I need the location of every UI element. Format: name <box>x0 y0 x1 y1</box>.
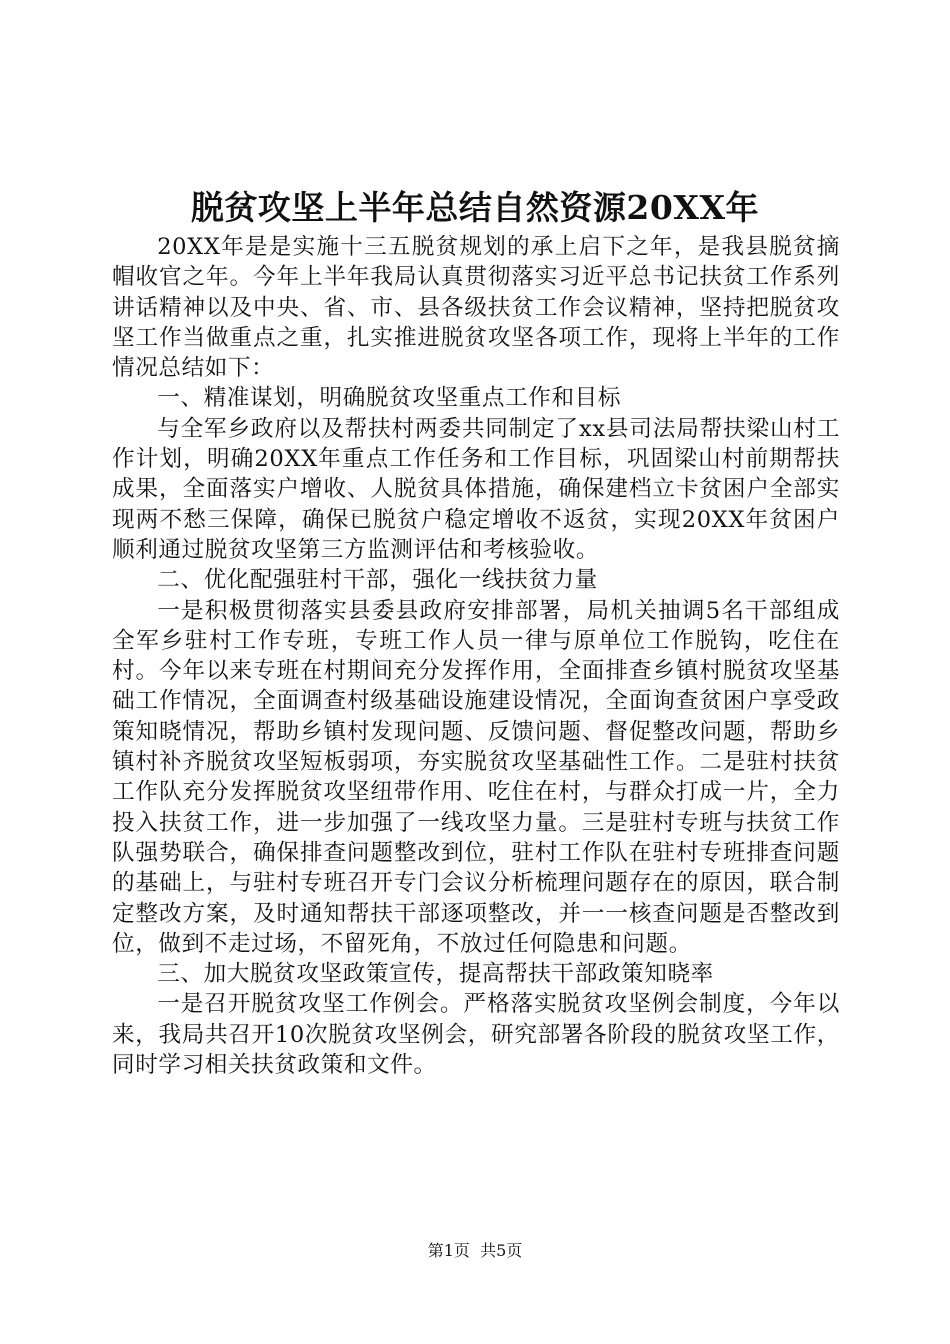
document-title: 脱贫攻坚上半年总结自然资源20XX年 <box>190 188 760 227</box>
paragraph-section-1: 与全军乡政府以及帮扶村两委共同制定了xx县司法局帮扶梁山村工作计划，明确20XX年重点工作任务和工作目标，巩固梁山村前期帮扶成果，全面落实户增收、人脱贫具体措施，确保建档立卡贫困户全部实现两不愁三保障，确保已脱贫户稳定增收不返贫，实现20XX年贫困户顺利通过脱贫攻坚第三方监测评估和考核验收。 <box>112 415 840 563</box>
page-footer <box>0 1240 950 1262</box>
document-body <box>112 232 840 1080</box>
section-heading-1: 一、精准谋划，明确脱贫攻坚重点工作和目标 <box>157 385 622 412</box>
page-total: 共5页 <box>480 1241 523 1260</box>
paragraph-intro: 20XX年是是实施十三五脱贫规划的承上启下之年，是我县脱贫摘帽收官之年。今年上半年我局认真贯彻落实习近平总书记扶贫工作系列讲话精神以及中央、省、市、县各级扶贫工作会议精神，坚持把脱贫攻坚工作当做重点之重，扎实推进脱贫攻坚各项工作，现将上半年的工作情况总结如下： <box>112 234 840 382</box>
paragraph-section-2: 一是积极贯彻落实县委县政府安排部署，局机关抽调5名干部组成全军乡驻村工作专班，专班工作人员一律与原单位工作脱钩，吃住在村。今年以来专班在村期间充分发挥作用，全面排查乡镇村脱贫攻坚基础工作情况，全面调查村级基础设施建设情况，全面询查贫困户享受政策知晓情况，帮助乡镇村发现问题、反馈问题、督促整改问题，帮助乡镇村补齐脱贫攻坚短板弱项，夯实脱贫攻坚基础性工作。二是驻村扶贫工作队充分发挥脱贫攻坚纽带作用、吃住在村，与群众打成一片，全力投入扶贫工作，进一步加强了一线攻坚力量。三是驻村专班与扶贫工作队强势联合，确保排查问题整改到位，驻村工作队在驻村专班排查问题的基础上，与驻村专班召开专门会议分析梳理问题存在的原因，联合制定整改方案，及时通知帮扶干部逐项整改，并一一核查问题是否整改到位，做到不走过场，不留死角，不放过任何隐患和问题。 <box>112 597 840 957</box>
page-number: 第1页 <box>427 1241 470 1260</box>
section-heading-3: 三、加大脱贫攻坚政策宣传，提高帮扶干部政策知晓率 <box>157 961 714 988</box>
section-heading-2: 二、优化配强驻村干部，强化一线扶贫力量 <box>157 567 598 594</box>
paragraph-section-3: 一是召开脱贫攻坚工作例会。严格落实脱贫攻坚例会制度，今年以来，我局共召开10次脱贫攻坚例会，研究部署各阶段的脱贫攻坚工作，同时学习相关扶贫政策和文件。 <box>112 991 840 1079</box>
